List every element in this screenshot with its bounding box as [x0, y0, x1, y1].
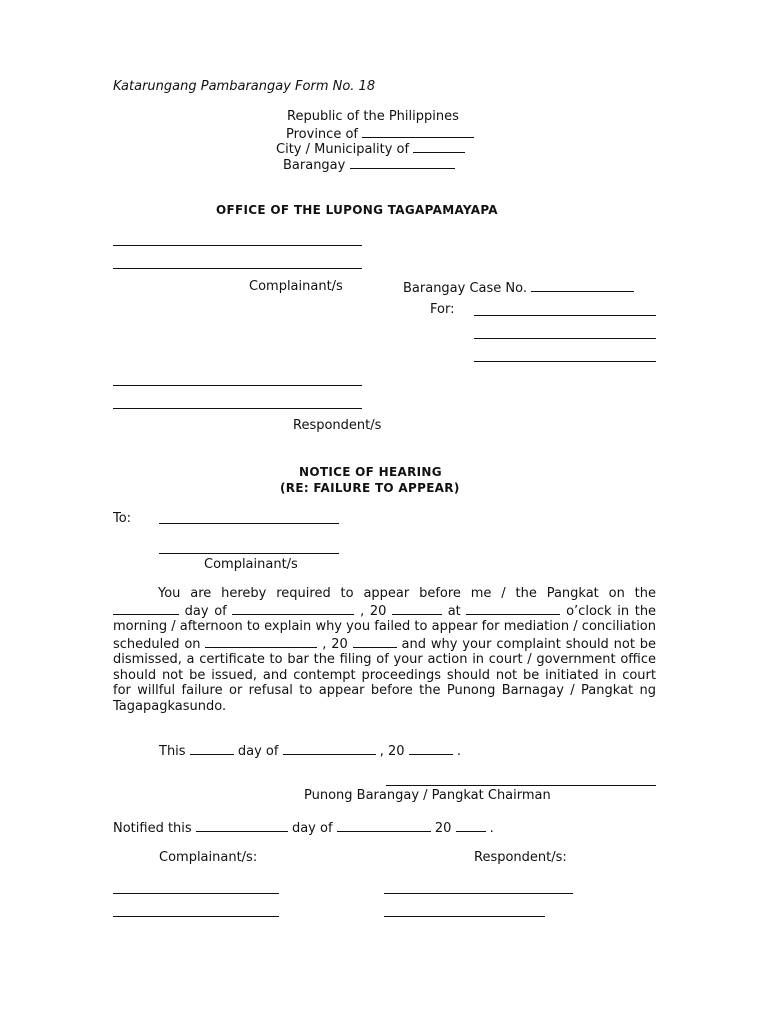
respondent-name-line-1[interactable] [113, 385, 362, 386]
signatures-respondents-label: Respondent/s: [474, 850, 567, 865]
city-blank[interactable] [413, 140, 465, 153]
respondents-caption: Respondent/s [293, 418, 382, 433]
body-p4-year: , 20 [322, 636, 348, 652]
respondent-name-line-2[interactable] [113, 408, 362, 409]
form-number: Katarungang Pambarangay Form No. 18 [113, 79, 376, 94]
case-no-line [403, 279, 634, 297]
notified-day-blank[interactable] [196, 819, 288, 832]
notified-20: 20 [434, 821, 452, 836]
complainant-name-line-1[interactable] [113, 245, 362, 246]
notified-line [113, 819, 494, 837]
city-label: City / Municipality of [276, 142, 410, 157]
body-rest: why your complaint should not be dismissed, a certificate to bar the filing of your action in court / government office should not be issued, and contempt proceedings should not be initiated in court for willful failure or refusal to appear before the Punong Barnagay / Pangkat ng Tagapagkasundo. [113, 636, 657, 714]
province-blank[interactable] [362, 125, 474, 138]
complainant-signature-line-1[interactable] [113, 893, 279, 894]
to-line-2[interactable] [159, 553, 339, 554]
scheduled-date-blank[interactable] [205, 635, 317, 648]
dated-period: . [456, 744, 461, 759]
respondent-signature-line-2[interactable] [384, 916, 545, 917]
province-label: Province of [286, 127, 358, 142]
body-year: , 20 [360, 603, 387, 619]
notice-title: NOTICE OF HEARING [299, 465, 442, 479]
dated-this: This [159, 744, 186, 759]
month-blank[interactable] [232, 602, 354, 615]
for-label: For: [430, 302, 455, 317]
body-day-of: day of [184, 603, 227, 619]
office-title: OFFICE OF THE LUPONG TAGAPAMAYAPA [216, 203, 498, 217]
dated-year-blank[interactable] [409, 742, 453, 755]
body-oclock: o’clock in [566, 603, 630, 619]
day-blank[interactable] [113, 602, 179, 615]
signature-line[interactable] [386, 785, 656, 786]
to-label: To: [113, 511, 132, 526]
notified-day-of: day of [291, 821, 333, 836]
body-p3: the morning / afternoon to explain why you failed to appear for [113, 603, 657, 634]
barangay-line [283, 156, 455, 174]
notified-month-blank[interactable] [337, 819, 431, 832]
to-line-1[interactable] [159, 523, 339, 524]
case-no-blank[interactable] [531, 279, 634, 292]
dated-20: , 20 [379, 744, 405, 759]
body-p4: mediation / conciliation scheduled on [113, 619, 657, 652]
dated-month-blank[interactable] [283, 742, 376, 755]
body-at: at [447, 603, 461, 619]
respondent-signature-line-1[interactable] [384, 893, 573, 894]
for-line-1[interactable] [474, 315, 656, 316]
dated-line [159, 742, 461, 760]
body-and: and [401, 636, 426, 652]
notified-period: . [489, 821, 494, 836]
notified-label: Notified this [113, 821, 192, 836]
notice-subtitle: (RE: FAILURE TO APPEAR) [280, 481, 460, 495]
time-blank[interactable] [466, 602, 560, 615]
scheduled-year-blank[interactable] [353, 635, 397, 648]
complainants-caption: Complainant/s [249, 279, 343, 294]
notified-year-blank[interactable] [456, 819, 486, 832]
signatory-title: Punong Barangay / Pangkat Chairman [304, 788, 551, 803]
case-no-label: Barangay Case No. [403, 281, 528, 296]
for-line-2[interactable] [474, 338, 656, 339]
body-p1: You are hereby required to appear before me / the Pangkat on the [158, 586, 656, 601]
notice-body [113, 586, 656, 714]
barangay-blank[interactable] [350, 156, 455, 169]
complainant-name-line-2[interactable] [113, 268, 362, 269]
signatures-complainants-label: Complainant/s: [159, 850, 258, 865]
republic-line: Republic of the Philippines [287, 109, 459, 124]
barangay-label: Barangay [283, 158, 346, 173]
complainant-signature-line-2[interactable] [113, 916, 279, 917]
for-line-3[interactable] [474, 361, 656, 362]
to-complainants-caption: Complainant/s [204, 557, 298, 572]
dated-day-blank[interactable] [190, 742, 234, 755]
year-blank[interactable] [392, 602, 442, 615]
dated-day-of: day of [237, 744, 279, 759]
